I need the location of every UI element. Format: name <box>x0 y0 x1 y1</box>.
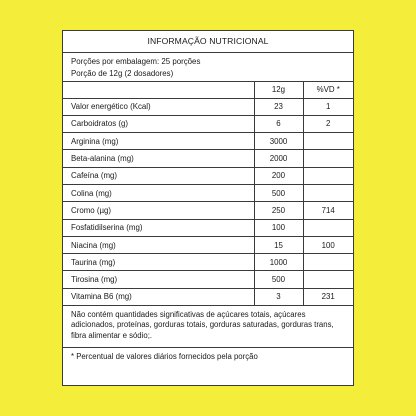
nutrient-qty: 500 <box>254 184 303 201</box>
nutrient-qty: 250 <box>254 202 303 219</box>
table-row <box>63 271 353 288</box>
nutrient-name: Colina (mg) <box>63 184 254 201</box>
nutrient-name: Valor energético (Kcal) <box>63 98 254 115</box>
serving-size: Porção de 12g (2 dosadores) <box>71 68 174 78</box>
table-row <box>63 288 353 305</box>
nutrient-qty: 3 <box>254 288 303 305</box>
table-row <box>63 184 353 201</box>
nutrient-qty: 1000 <box>254 254 303 271</box>
nutrient-qty: 500 <box>254 271 303 288</box>
nutrient-qty: 3000 <box>254 133 303 150</box>
nutrient-name: Cafeína (mg) <box>63 167 254 184</box>
nutrition-facts-panel <box>62 30 354 386</box>
table-row <box>63 202 353 219</box>
table-row <box>63 150 353 167</box>
table-header-row <box>63 82 353 98</box>
header-vd-cell: %VD * <box>303 82 353 98</box>
nutrient-vd <box>303 150 353 167</box>
header-name-cell <box>63 82 254 98</box>
insignificant-amounts-note: Não contém quantidades significativas de açúcares totais, açúcares adicionados, proteínas, gorduras totais, gorduras saturadas, gorduras trans, fibra alimentar e sódio;. <box>63 306 353 348</box>
nutrient-name: Tirosina (mg) <box>63 271 254 288</box>
nutrient-name: Carboidratos (g) <box>63 115 254 132</box>
nutrient-name: Fosfatidilserina (mg) <box>63 219 254 236</box>
nutrient-vd: 714 <box>303 202 353 219</box>
nutrient-qty: 6 <box>254 115 303 132</box>
nutrient-vd <box>303 254 353 271</box>
nutrition-title: INFORMAÇÃO NUTRICIONAL <box>63 31 353 53</box>
table-row <box>63 236 353 253</box>
nutrient-vd <box>303 184 353 201</box>
nutrient-name: Arginina (mg) <box>63 133 254 150</box>
nutrition-table <box>63 82 353 306</box>
nutrient-name: Vitamina B6 (mg) <box>63 288 254 305</box>
table-row <box>63 219 353 236</box>
nutrient-vd <box>303 167 353 184</box>
nutrient-qty: 15 <box>254 236 303 253</box>
table-row <box>63 254 353 271</box>
nutrient-qty: 200 <box>254 167 303 184</box>
nutrient-qty: 23 <box>254 98 303 115</box>
serving-info <box>63 53 353 82</box>
nutrient-name: Cromo (µg) <box>63 202 254 219</box>
nutrient-vd: 1 <box>303 98 353 115</box>
nutrient-vd: 231 <box>303 288 353 305</box>
nutrient-vd: 2 <box>303 115 353 132</box>
nutrient-vd <box>303 271 353 288</box>
servings-per-package: Porções por embalagem: 25 porções <box>71 57 201 66</box>
table-row <box>63 133 353 150</box>
table-row <box>63 115 353 132</box>
nutrient-name: Niacina (mg) <box>63 236 254 253</box>
header-qty-cell: 12g <box>254 82 303 98</box>
nutrient-vd <box>303 133 353 150</box>
nutrient-qty: 2000 <box>254 150 303 167</box>
nutrient-vd <box>303 219 353 236</box>
nutrient-vd: 100 <box>303 236 353 253</box>
table-row <box>63 167 353 184</box>
nutrient-qty: 100 <box>254 219 303 236</box>
nutrient-name: Beta-alanina (mg) <box>63 150 254 167</box>
daily-value-footnote: * Percentual de valores diários fornecidos pela porção <box>71 352 258 362</box>
nutrient-name: Taurina (mg) <box>63 254 254 271</box>
table-row <box>63 98 353 115</box>
